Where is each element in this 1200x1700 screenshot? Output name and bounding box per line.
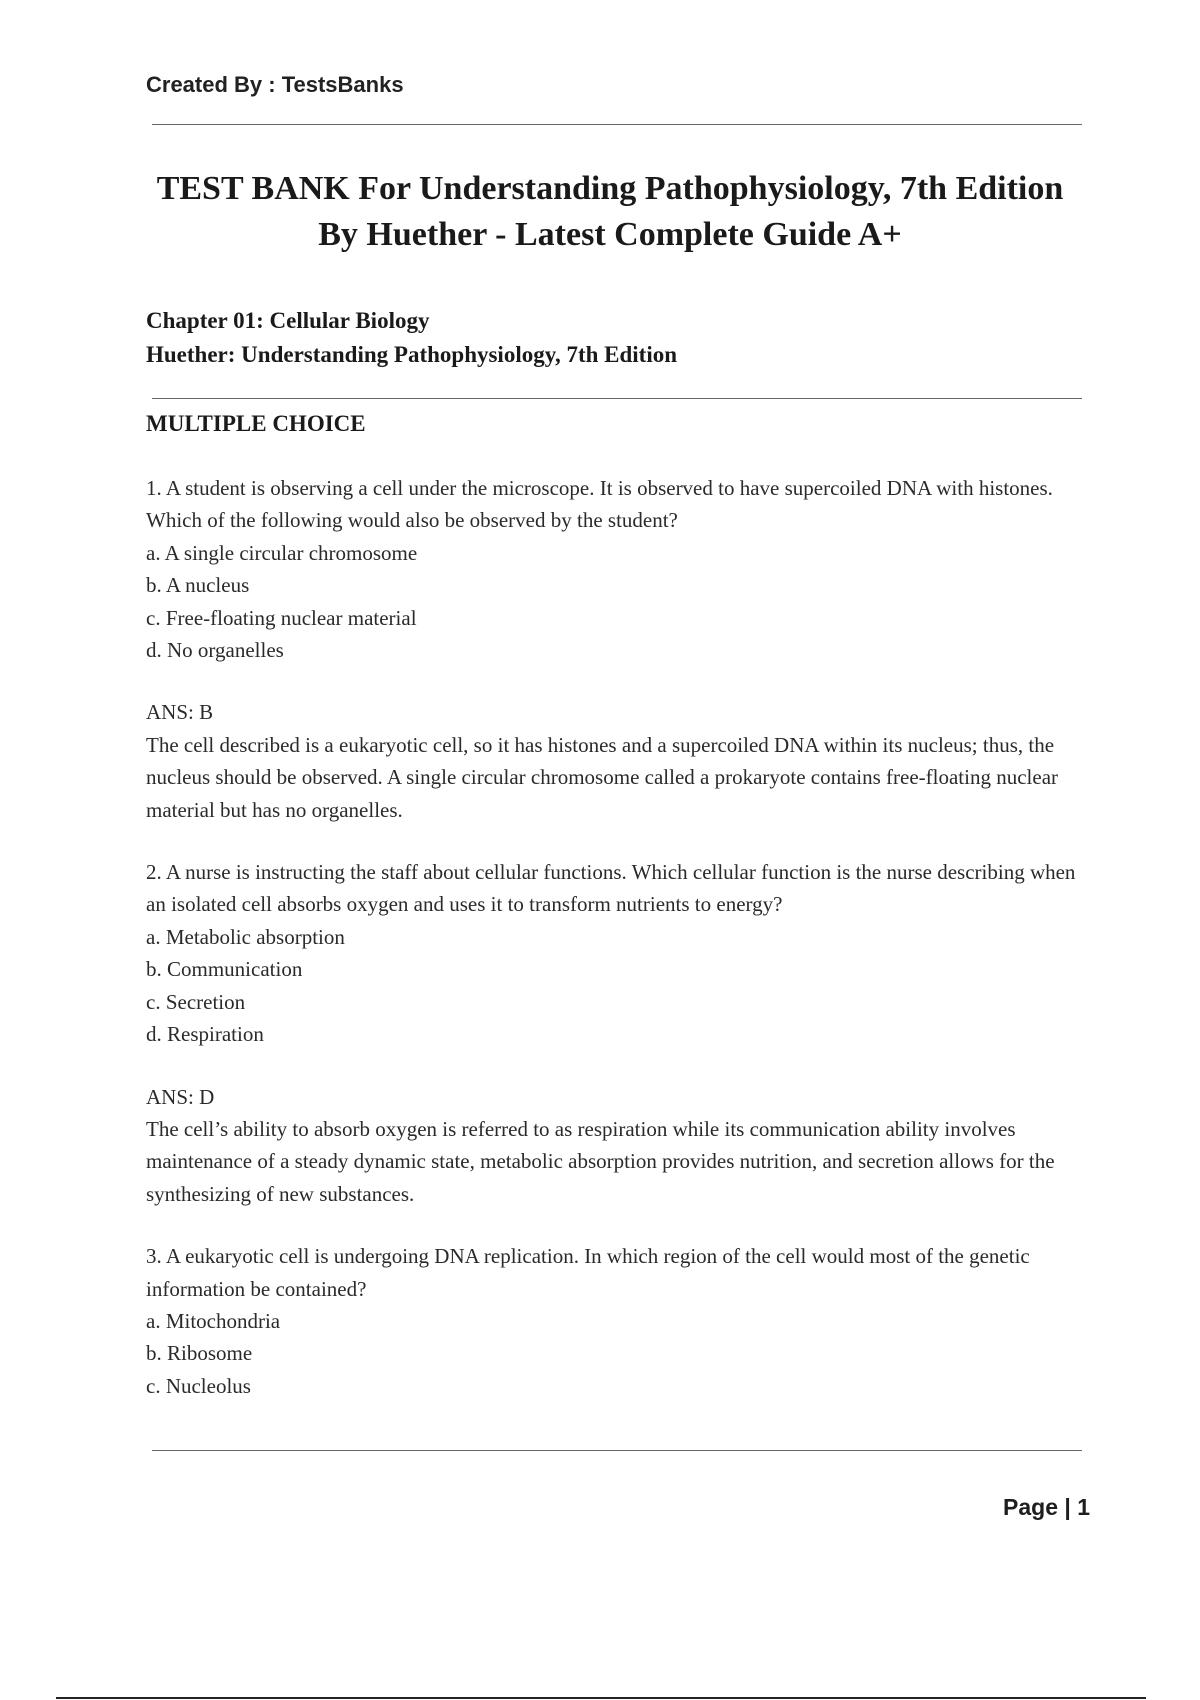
question-stem: 1. A student is observing a cell under the microscope. It is observed to have supercoiled DNA with histones. Which of the following would also be observed by the student? [146,476,1053,533]
answer-options [146,921,1096,1051]
answer-option: c. Nucleolus [146,1373,251,1398]
footer-divider [152,1450,1082,1451]
header-credit: Created By : TestsBanks [146,72,404,97]
document-title-line-2: By Huether - Latest Complete Guide A+ [318,216,902,253]
chapter-divider [152,398,1082,399]
answer-options [146,1305,1096,1402]
answer-option: c. Secretion [146,989,246,1014]
document-title [140,166,1080,258]
answer-key: ANS: D [146,1084,215,1109]
page-number: Page | 1 [1003,1494,1090,1520]
document-title-line-1: TEST BANK For Understanding Pathophysiology, 7th Edition [156,170,1064,207]
answer-option: a. Metabolic absorption [146,924,345,949]
answer-option: a. Mitochondria [146,1308,281,1333]
answer-option: b. Ribosome [146,1341,253,1366]
answer-option: a. A single circular chromosome [146,540,418,565]
answer-key: ANS: B [146,700,214,725]
section-heading: MULTIPLE CHOICE [146,411,366,436]
question-3 [146,1240,1096,1402]
question-1 [146,472,1096,666]
answer-rationale: The cell’s ability to absorb oxygen is referred to as respiration while its communication ability involves maintenance of a steady dynamic state, metabolic absorption provides nutrition, and secretion allows for the synthesizing of new substances. [146,1116,1055,1206]
header-divider [152,124,1082,125]
question-stem: 2. A nurse is instructing the staff about cellular functions. Which cellular function is the nurse describing when an isolated cell absorbs oxygen and uses it to transform nutrients to energy? [146,860,1076,917]
answer-block-1 [146,696,1096,826]
answer-block-2 [146,1081,1096,1211]
answer-option: d. No organelles [146,638,284,663]
answer-option: c. Free-floating nuclear material [146,605,417,630]
answer-rationale: The cell described is a eukaryotic cell, so it has histones and a supercoiled DNA within its nucleus; thus, the nucleus should be observed. A single circular chromosome called a prokaryote contains free-floating nuclear material but has no organelles. [146,732,1059,822]
page-bottom-edge [56,1697,1146,1699]
question-stem: 3. A eukaryotic cell is undergoing DNA replication. In which region of the cell would most of the genetic information be contained? [146,1244,1030,1301]
chapter-name: Chapter 01: Cellular Biology [146,308,430,333]
answer-option: b. A nucleus [146,573,250,598]
answer-option: b. Communication [146,957,303,982]
chapter-book: Huether: Understanding Pathophysiology, 7th Edition [146,342,678,367]
question-list [146,472,1096,1432]
answer-option: d. Respiration [146,1022,264,1047]
answer-options [146,537,1096,667]
chapter-info [146,304,677,372]
question-2 [146,856,1096,1050]
